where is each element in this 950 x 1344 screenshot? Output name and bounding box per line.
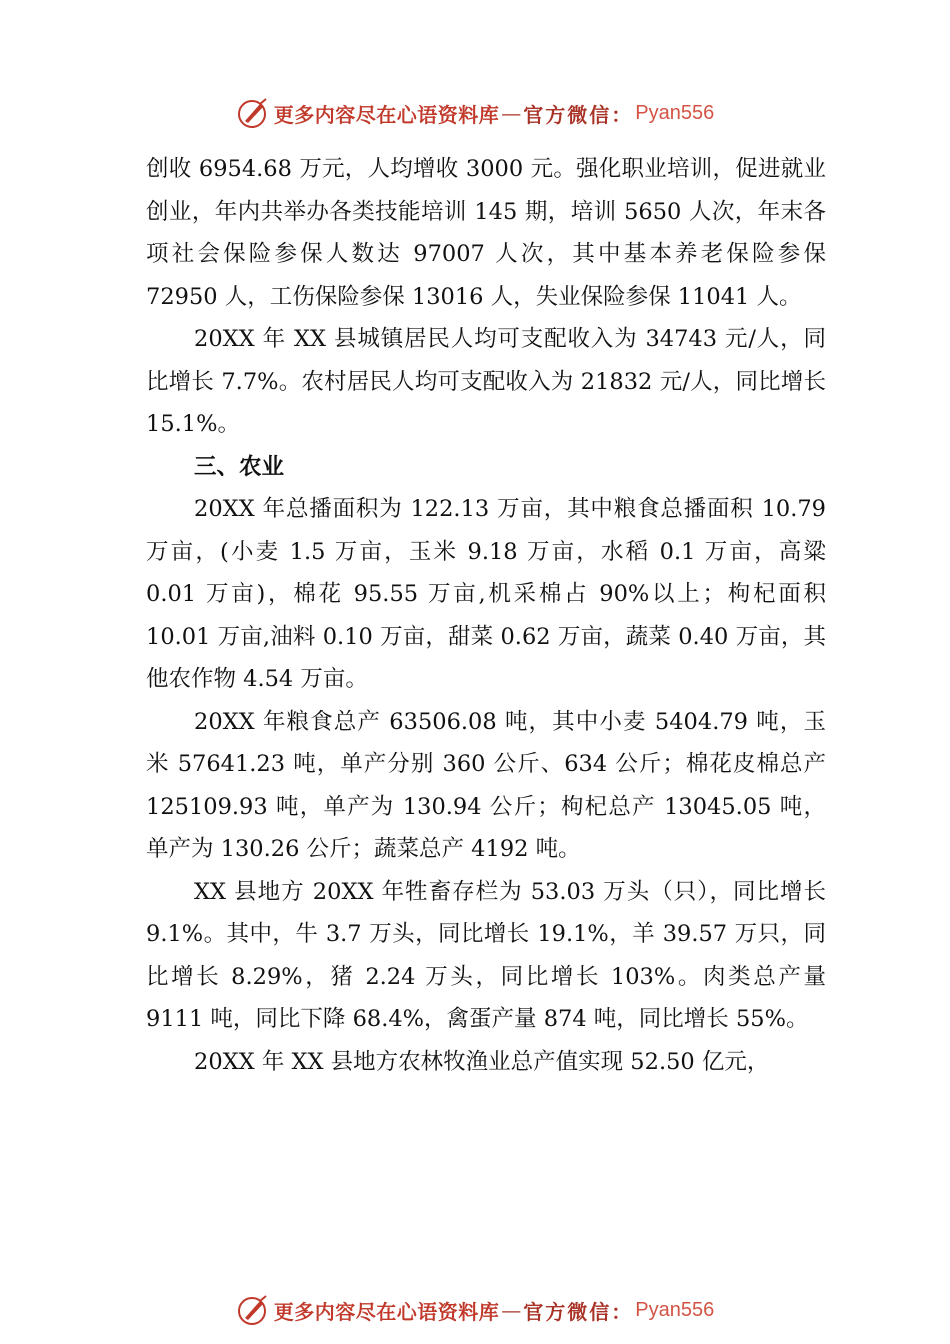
watermark-dash: — [501,1298,522,1322]
watermark-label: 官方微信： [523,1299,634,1324]
watermark-label: 官方微信： [523,102,634,127]
paragraph-employment: 创收 6954.68 万元，人均增收 3000 元。强化职业培训，促进就业创业，年内共举办各类技能培训 145 期，培训 5650 人次，年末各项社会保险参保人数达 97007 人次，其中基本养老保险参保 72950 人，工伤保险参保 13016 人，失业保险参保 11041 人。 [146,156,826,310]
section-heading-agriculture: 三、农业 [194,453,285,480]
document-body [146,148,826,1083]
paragraph-output-value: 20XX 年 XX 县地方农林牧渔业总产值实现 52.50 亿元， [194,1048,770,1075]
quill-logo-icon [236,1293,270,1327]
watermark-text: 更多内容尽在心语资料库 [273,1299,500,1324]
paragraph-livestock: XX 县地方 20XX 年牲畜存栏为 53.03 万头（只），同比增长 9.1%。其中，牛 3.7 万头，同比增长 19.1%，羊 39.57 万只，同比增长 8.29%，猪 2.24 万头，同比增长 103%。肉类总产量 9111 吨，同比下降 68.4%，禽蛋产量 874 吨，同比增长 55%。 [146,878,826,1032]
watermark-dash: — [501,101,522,125]
quill-logo-icon [236,96,270,130]
watermark-id: Pyan556 [635,101,715,124]
header-watermark [0,93,950,133]
watermark-id: Pyan556 [635,1298,715,1321]
watermark-text: 更多内容尽在心语资料库 [273,102,500,127]
paragraph-grain-output: 20XX 年粮食总产 63506.08 吨，其中小麦 5404.79 吨，玉米 57641.23 吨，单产分别 360 公斤、634 公斤；棉花皮棉总产 125109.93 吨，单产为 130.94 公斤；枸杞总产 13045.05 吨，单产为 130.26 公斤；蔬菜总产 4192 吨。 [146,708,826,862]
footer-watermark [0,1290,950,1330]
paragraph-sown-area: 20XX 年总播面积为 122.13 万亩，其中粮食总播面积 10.79 万亩，(小麦 1.5 万亩，玉米 9.18 万亩，水稻 0.1 万亩，高粱 0.01 万亩)，棉花 95.55 万亩,机采棉占 90%以上；枸杞面积 10.01 万亩,油料 0.10 万亩，甜菜 0.62 万亩，蔬菜 0.40 万亩，其他农作物 4.54 万亩。 [146,496,826,692]
paragraph-income: 20XX 年 XX 县城镇居民人均可支配收入为 34743 元/人，同比增长 7.7%。农村居民人均可支配收入为 21832 元/人，同比增长 15.1%。 [146,326,826,437]
